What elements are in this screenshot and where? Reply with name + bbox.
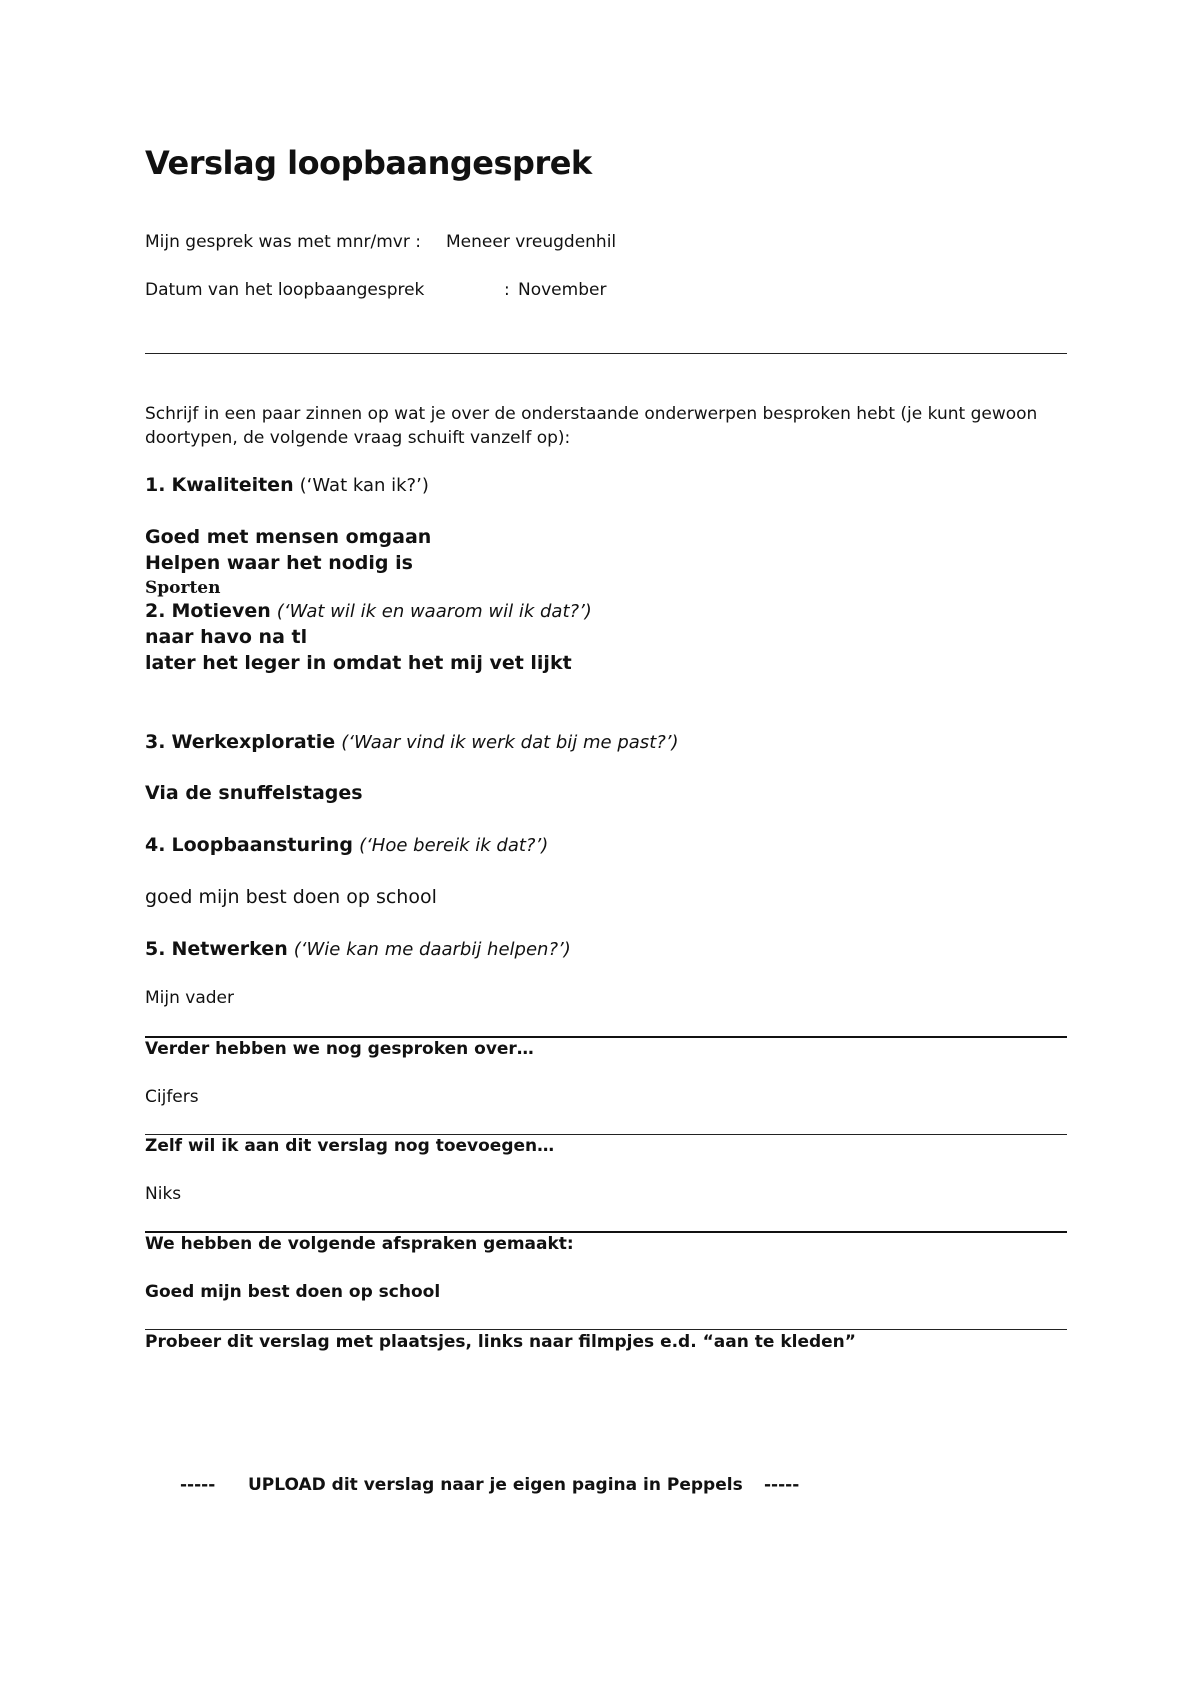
section-3-number: 3. [145,731,166,753]
section-4-title: Loopbaansturing [171,834,354,856]
zelf-label: Zelf wil ik aan dit verslag nog toevoegen… [145,1136,555,1156]
section-1-answer-2: Helpen waar het nodig is [145,552,413,574]
section-4-answer-1: goed mijn best doen op school [145,886,437,908]
datum-colon: : [504,280,510,300]
section-4-question: (‘Hoe bereik ik dat?’) [359,835,549,856]
divider-top [145,353,1067,354]
gesprek-label: Mijn gesprek was met mnr/mvr : [145,232,421,252]
divider-afspraken [145,1231,1067,1233]
section-4-heading [145,834,548,856]
afspraken-label: We hebben de volgende afspraken gemaakt: [145,1234,574,1254]
section-2-answer-2: later het leger in omdat het mij vet lijkt [145,652,572,674]
section-1-number: 1. [145,474,166,496]
section-3-heading [145,731,679,753]
zelf-value: Niks [145,1184,182,1204]
section-5-title: Netwerken [171,938,288,960]
datum-value: November [518,280,607,300]
gesprek-value: Meneer vreugdenhil [446,232,617,252]
probeer-label: Probeer dit verslag met plaatsjes, links naar filmpjes e.d. “aan te kleden” [145,1332,856,1352]
section-1-answer-1: Goed met mensen omgaan [145,526,432,548]
section-3-answer-1: Via de snuffelstages [145,782,363,804]
verder-label: Verder hebben we nog gesproken over… [145,1039,534,1059]
section-1-title: Kwaliteiten [171,474,294,496]
section-1-heading [145,474,429,496]
divider-verder [145,1036,1067,1038]
section-2-number: 2. [145,600,166,622]
section-1-question: (‘Wat kan ik?’) [299,475,429,496]
section-1-answer-3: Sporten [145,578,221,598]
verder-value: Cijfers [145,1087,199,1107]
page-title: Verslag loopbaangesprek [145,144,592,182]
datum-label: Datum van het loopbaangesprek [145,280,425,300]
upload-dashes-left: ----- [180,1475,216,1495]
section-2-answer-1: naar havo na tl [145,626,308,648]
intro-text: Schrijf in een paar zinnen op wat je over de onderstaande onderwerpen besproken hebt (je kunt gewoon doortypen, de volgende vraag schuift vanzelf op): [145,404,1038,448]
section-4-number: 4. [145,834,166,856]
section-2-heading [145,600,592,622]
section-2-title: Motieven [171,600,271,622]
section-5-answer-1: Mijn vader [145,988,235,1008]
divider-probeer [145,1329,1067,1330]
section-5-heading [145,938,571,960]
section-3-question: (‘Waar vind ik werk dat bij me past?’) [341,732,679,753]
section-3-title: Werkexploratie [171,731,336,753]
upload-instruction: UPLOAD dit verslag naar je eigen pagina in Peppels [248,1475,743,1495]
section-2-question: (‘Wat wil ik en waarom wil ik dat?’) [276,601,592,622]
upload-dashes-right: ----- [764,1475,800,1495]
section-5-question: (‘Wie kan me daarbij helpen?’) [293,939,571,960]
section-5-number: 5. [145,938,166,960]
afspraken-value: Goed mijn best doen op school [145,1282,441,1302]
divider-zelf [145,1134,1067,1135]
